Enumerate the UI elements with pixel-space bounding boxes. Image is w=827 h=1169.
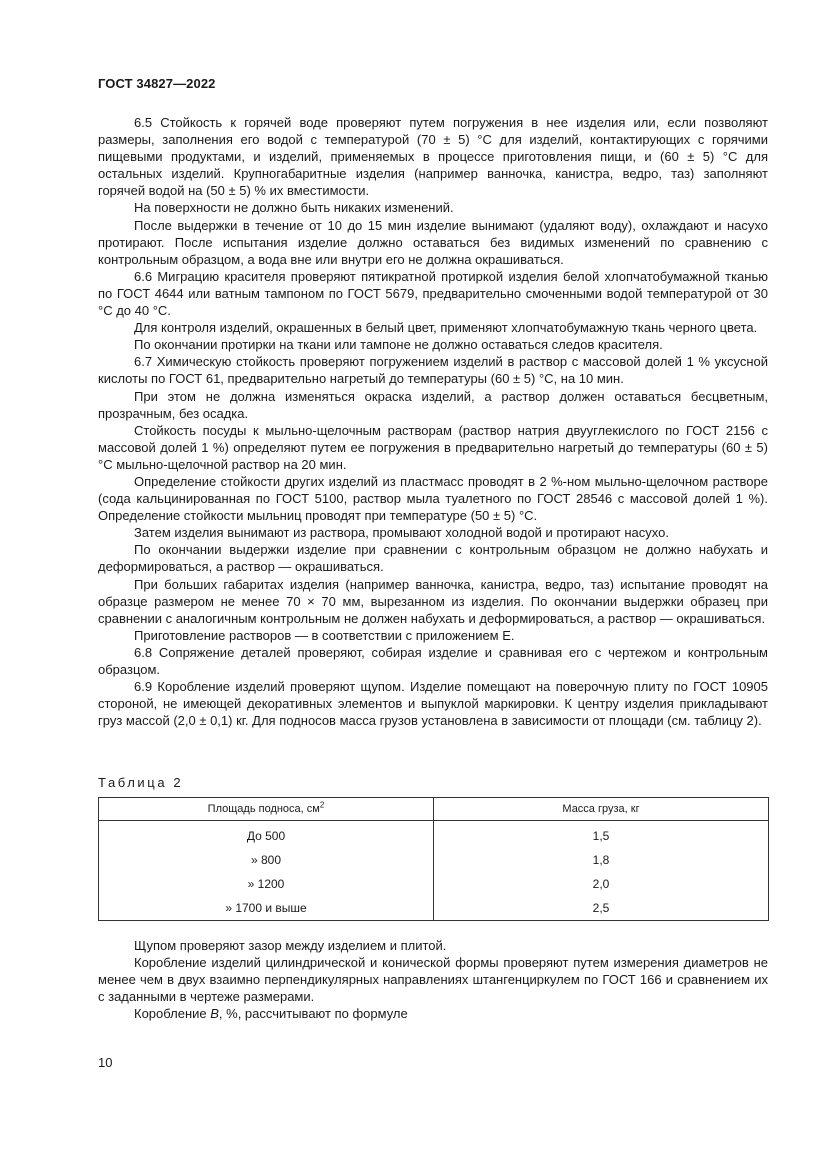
cell-mass: 2,0 xyxy=(434,872,769,896)
cell-mass: 1,8 xyxy=(434,848,769,872)
table-row xyxy=(99,872,769,896)
page-number: 10 xyxy=(98,1055,113,1070)
table-header-area xyxy=(99,798,434,821)
paragraph: 6.9 Коробление изделий проверяют щупом. Изделие помещают на поверочную плиту по ГОСТ 10905 стороной, не имеющей декоративных элементов и выпуклой маркировки. К центру изделия прикладывают груз массой (2,0 ± 0,1) кг. Для подносов масса грузов установлена в зависимости от площади (см. таблицу 2). xyxy=(98,679,768,729)
document-header: ГОСТ 34827—2022 xyxy=(98,76,216,91)
formula-intro xyxy=(98,1005,768,1022)
variable-b: В xyxy=(210,1006,219,1022)
cell-mass: 1,5 xyxy=(434,821,769,849)
paragraph: При больших габаритах изделия (например ванночка, канистра, ведро, таз) испытание проводят на образце размером не менее 70 × 70 мм, вырезанном из изделия. По окончании выдержки образец при сравнении с аналогичным контрольным не должен набухать и деформироваться, а раствор — окрашиваться. xyxy=(98,576,768,626)
table-header-mass: Масса груза, кг xyxy=(434,798,769,821)
paragraph: При этом не должна изменяться окраска изделий, а раствор должен оставаться бесцветным, прозрачным, без осадка. xyxy=(98,388,768,421)
area-header-unit-sup: 2 xyxy=(319,800,325,810)
main-text xyxy=(98,114,768,729)
cell-area: » 800 xyxy=(99,848,434,872)
area-header-label: Площадь подноса, см xyxy=(207,803,320,815)
paragraph: Стойкость посуды к мыльно-щелочным растворам (раствор натрия двууглекислого по ГОСТ 2156 с массовой долей 1 %) определяют путем ее погружения в предварительно нагретый до температуры (60 ± 5) °С мыльно-щелочной раствор на 20 мин. xyxy=(98,422,768,472)
table-row xyxy=(99,848,769,872)
formula-intro-post: , %, рассчитывают по формуле xyxy=(218,1006,408,1022)
paragraph: 6.8 Сопряжение деталей проверяют, собирая изделие и сравнивая его с чертежом и контрольным образцом. xyxy=(98,644,768,677)
cell-mass: 2,5 xyxy=(434,896,769,921)
paragraph: На поверхности не должно быть никаких изменений. xyxy=(134,200,454,216)
paragraph: 6.5 Стойкость к горячей воде проверяют путем погружения в нее изделия или, если позволяют размеры, заполнения его водой с температурой (70 ± 5) °С для изделий, контактирующих с горячими пищевыми продуктами, и изделий, применяемых в процессе приготовления пищи, и (60 ± 5) °С для остальных изделий. Крупногабаритные изделия (например ванночка, канистра, ведро, таз) заполняют горячей водой на (50 ± 5) % их вместимости. xyxy=(98,115,768,199)
paragraph: Приготовление растворов — в соответствии с приложением Е. xyxy=(134,627,515,643)
paragraph: 6.6 Миграцию красителя проверяют пятикратной протиркой изделия белой хлопчатобумажной тканью по ГОСТ 4644 или ватным тампоном по ГОСТ 5679, предварительно смоченными водой температурой от 30 °С до 40 °С. xyxy=(98,268,768,319)
paragraph: 6.7 Химическую стойкость проверяют погружением изделий в раствор с массовой долей 1 % уксусной кислоты по ГОСТ 61, предварительно нагретый до температуры (60 ± 5) °С, на 10 мин. xyxy=(98,354,768,387)
paragraph: Коробление изделий цилиндрической и конической формы проверяют путем измерения диаметров не менее чем в двух взаимно перпендикулярных направлениях штангенциркулем по ГОСТ 166 и сравнением их с заданными в чертеже размерами. xyxy=(98,955,768,1005)
formula-intro-pre: Коробление xyxy=(134,1006,211,1022)
table-row xyxy=(99,821,769,849)
cell-area: » 1700 и выше xyxy=(99,896,434,921)
paragraph: Затем изделия вынимают из раствора, промывают холодной водой и протирают насухо. xyxy=(134,525,669,541)
table-header-row xyxy=(99,798,769,821)
cell-area: » 1200 xyxy=(99,872,434,896)
paragraph: По окончании протирки на ткани или тампоне не должно оставаться следов красителя. xyxy=(134,337,663,353)
paragraph: Для контроля изделий, окрашенных в белый цвет, применяют хлопчатобумажную ткань черного цвета. xyxy=(134,320,758,336)
paragraph: Определение стойкости других изделий из пластмасс проводят в 2 %-ном мыльно-щелочном растворе (сода кальцинированная по ГОСТ 5100, раствор мыла туалетного по ГОСТ 28546 с массовой долей 1 %). Определение стойкости мыльниц проводят при температуре (50 ± 5) °С. xyxy=(98,473,768,524)
paragraph: Щупом проверяют зазор между изделием и плитой. xyxy=(134,938,447,953)
post-table-text xyxy=(98,937,768,1022)
cell-area: До 500 xyxy=(99,821,434,849)
paragraph: После выдержки в течение от 10 до 15 мин изделие вынимают (удаляют воду), охлаждают и насухо протирают. После испытания изделие должно оставаться без видимых изменений по сравнению с контрольным образцом, а вода вне или внутри его не должна окрашиваться. xyxy=(98,217,768,267)
paragraph: По окончании выдержки изделие при сравнении с контрольным образцом не должно набухать и деформироваться, а раствор — окрашиваться. xyxy=(98,542,768,575)
load-table xyxy=(98,797,769,921)
table-row xyxy=(99,896,769,921)
table-caption: Таблица 2 xyxy=(98,775,184,790)
